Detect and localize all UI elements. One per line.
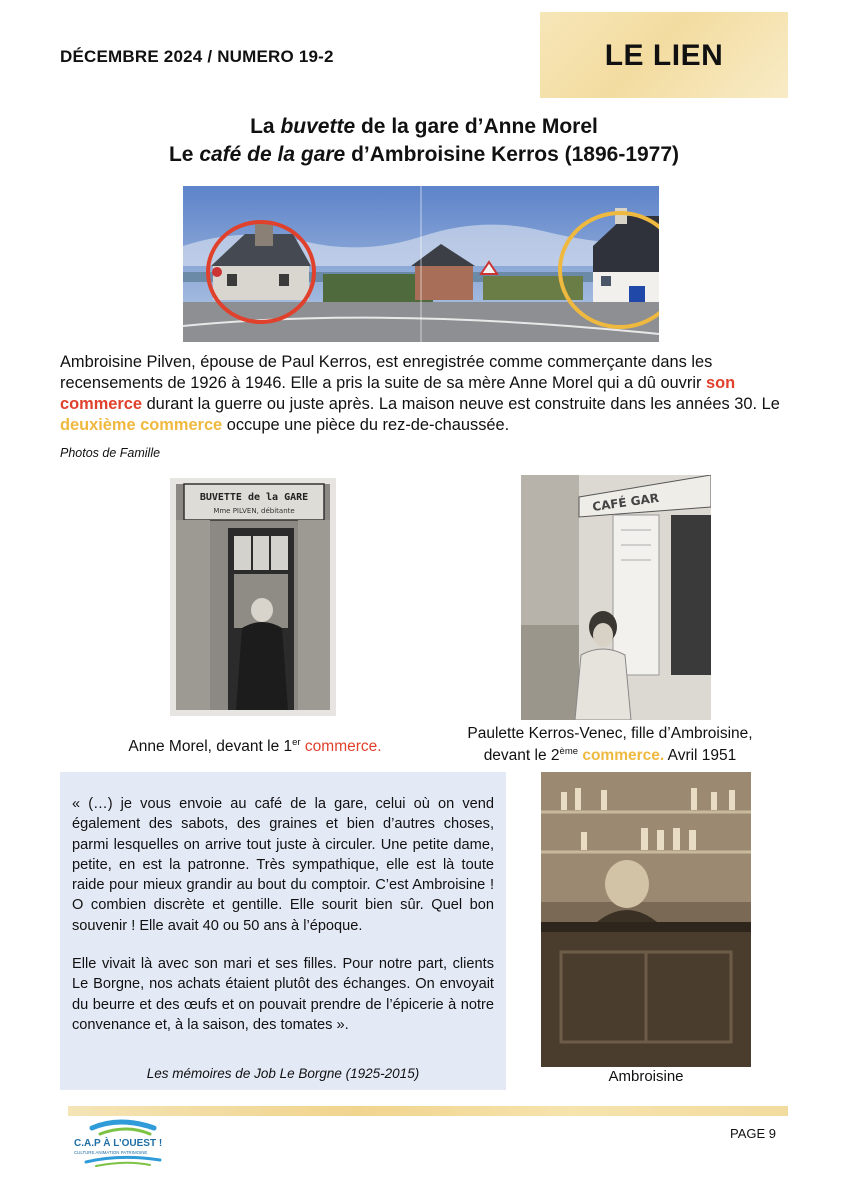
second-commerce-highlight: deuxième commerce bbox=[60, 416, 223, 434]
svg-text:CULTURE ANIMATION PATRIMOINE: CULTURE ANIMATION PATRIMOINE bbox=[74, 1150, 148, 1155]
first-commerce-highlight: son commerce bbox=[60, 374, 736, 413]
article-title-line2: Le café de la gare d’Ambroisine Kerros (1896-1977) bbox=[168, 143, 680, 166]
quote-source: Les mémoires de Job Le Borgne (1925-2015) bbox=[146, 1066, 420, 1081]
page-number: PAGE 9 bbox=[730, 1126, 777, 1141]
quote-paragraph-1: « (…) je vous envoie au café de la gare, celui où on vend également des sabots, des graines et bien d’autres choses, parmi lesquelles on arrive tout juste à circuler. Une petite dame, petite, en est la patronne. Très sympathique, elle est là toute raide pour mieux grandir au bout du comptoir. C’est Ambroisine ! O combien discrète et gentille. Elle sourit bien sûr. Quel bon souvenir ! Elle avait 40 ou 50 ans à l’époque. bbox=[72, 796, 494, 934]
ambroisine-photo bbox=[541, 772, 751, 1067]
quote-paragraph-2: Elle vivait là avec son mari et ses filles. Pour notre part, clients Le Borgne, nos achats étaient plutôt des échanges. On envoyait du beurre et des œufs et on pouvait prendre de l’épicerie à notre convenance et, à la saison, des tomates ». bbox=[72, 956, 494, 1033]
paulette-caption: Paulette Kerros-Venec, fille d’Ambroisine, devant le 2ème commerce. Avril 1951 bbox=[467, 725, 753, 764]
cafe-sign-text: CAFÉ GAR bbox=[591, 490, 660, 514]
intro-paragraph: Ambroisine Pilven, épouse de Paul Kerros, est enregistrée comme commerçante dans les recensements de 1926 à 1946. Elle a pris la suite de sa mère Anne Morel qui a dû ouvrir son commerce durant la guerre ou juste après. La maison neuve est construite dans les années 30. Le deuxième commerce occupe une pièce du rez-de-chaussée. bbox=[60, 353, 780, 434]
buvette-sign-subtext: Mme PILVEN, débitante bbox=[213, 507, 295, 515]
buvette-sign-text: BUVETTE de la GARE bbox=[199, 492, 309, 503]
ambroisine-caption: Ambroisine bbox=[608, 1068, 684, 1085]
photo-credit: Photos de Famille bbox=[60, 446, 161, 460]
cap-a-louest-logo bbox=[70, 1114, 188, 1172]
svg-text:C.A.P À L’OUEST !: C.A.P À L’OUEST ! bbox=[74, 1138, 163, 1149]
issue-label: DÉCEMBRE 2024 / NUMERO 19-2 bbox=[60, 47, 334, 66]
quote-box bbox=[60, 772, 506, 1090]
brand-title: LE LIEN bbox=[604, 39, 724, 72]
paulette-photo bbox=[521, 475, 711, 720]
anne-morel-caption: Anne Morel, devant le 1er commerce. bbox=[128, 736, 382, 755]
brand-box bbox=[540, 12, 788, 98]
panorama-photo bbox=[183, 186, 659, 342]
article-title-line1: La buvette de la gare d’Anne Morel bbox=[250, 115, 598, 138]
anne-morel-photo bbox=[170, 478, 336, 716]
